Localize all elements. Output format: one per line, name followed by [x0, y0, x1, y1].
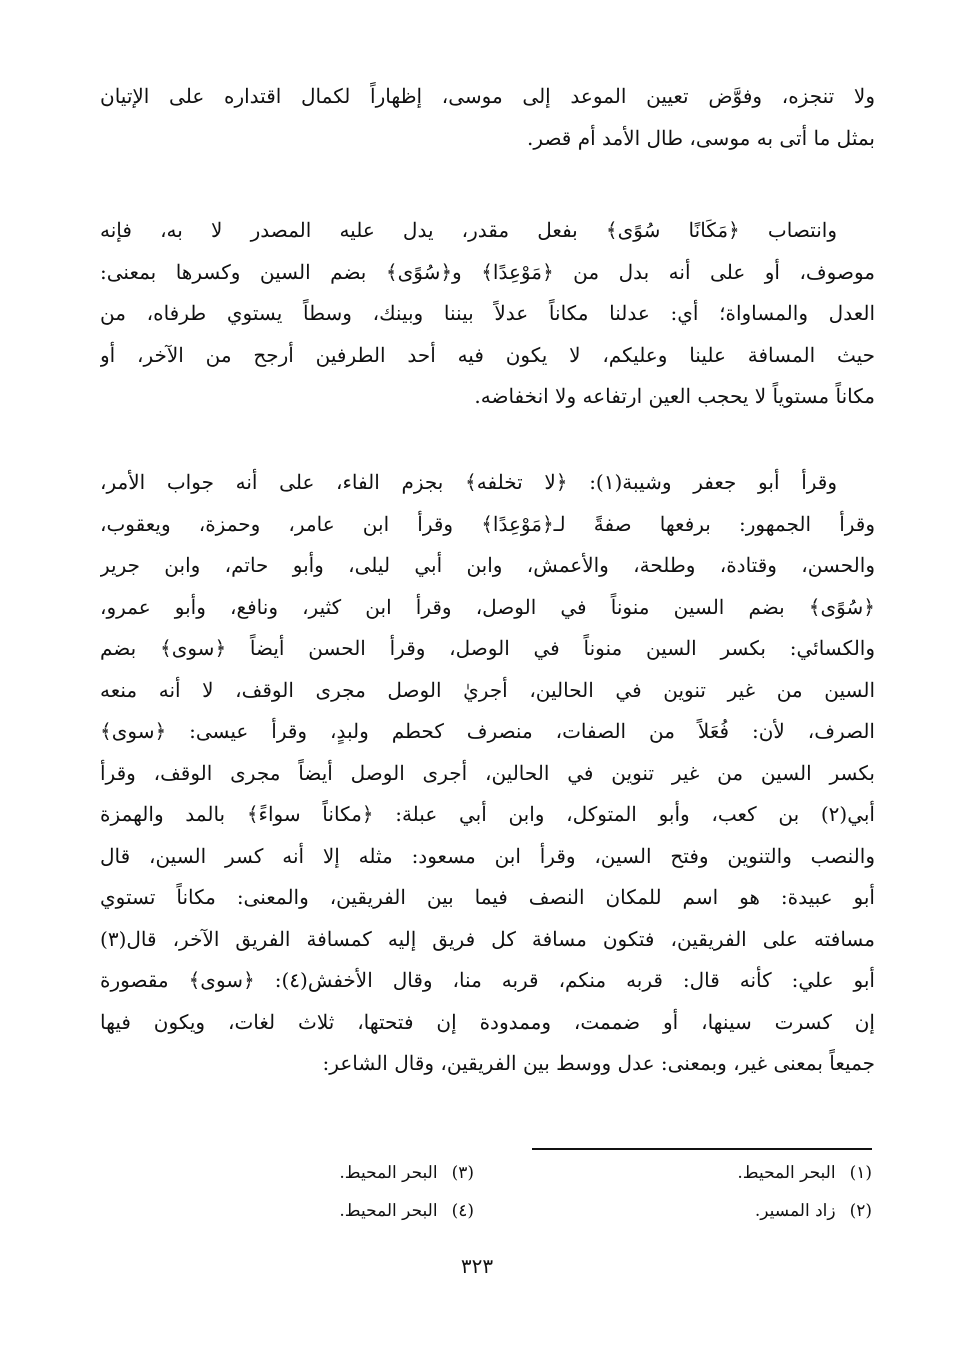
text-line: مكاناً مستوياً لا يحجب العين ارتفاعه ولا انخفاضه.: [474, 384, 875, 408]
text-line: السين من غير تنوين في الحالين، أجريٰ الوصل مجرى الوقف، لا أنه منعه: [100, 677, 875, 702]
footnote-3: [339, 1160, 474, 1186]
text-line: إن كسرت سينها، أو ضممت، وممدودة إن فتحتها، ثلاث لغات، ويكون فيها: [100, 1009, 875, 1034]
footnote-text: البحر المحيط.: [737, 1163, 836, 1183]
text-line: حيث المسافة علينا وعليكم، لا يكون فيه أحد الطرفين أرجح من الآخر، أو: [100, 342, 875, 367]
text-line: بمثل ما أتى به موسى، طال الأمد أم قصر.: [527, 125, 875, 150]
text-line: العدل والمساواة؛ أي: عدلنا مكاناً عدلاً بيننا وبينك، وسطاً يستوي طرفاه، من: [100, 301, 875, 325]
footnote-text: زاد المسير.: [754, 1201, 836, 1221]
footnote-number: (٤): [451, 1201, 474, 1221]
text-line: وقرأ الجمهور: برفعها صفةً لـ﴿مَوْعِدًا﴾ وقرأ ابن عامر، وحمزة، ويعقوب،: [100, 511, 875, 536]
footnote-text: البحر المحيط.: [339, 1163, 438, 1183]
footnote-number: (١): [849, 1163, 872, 1183]
paragraph-2: [100, 210, 875, 418]
text-line: وقرأ أبو جعفر وشيبة(١): ﴿لا تخلفه﴾ بجزم الفاء، على أنه جواب الأمر،: [100, 470, 837, 494]
text-line: ﴿سُوًى﴾ بضم السين منوناً في الوصل، وقرأ ابن كثير، ونافع، وأبو عمرو،: [100, 594, 875, 619]
page-number: ٣٢٣: [460, 1254, 494, 1278]
text-line: ولا تنجزه، وفوَّض تعيين الموعد إلى موسى، إظهاراً لكمال اقتداره على الإتيان: [100, 84, 875, 108]
footnote-1: [737, 1160, 872, 1186]
text-line: أبو علي: كأنه قال: قربه منكم، قربه منا، وقال الأخفش(٤): ﴿سوى﴾ مقصورة: [100, 968, 875, 992]
paragraph-3: [100, 462, 875, 1085]
text-line: جميعاً بمعنى غير، وبمعنى: عدل ووسط بين الفريقين، وقال الشاعر:: [322, 1051, 875, 1075]
footnote-separator: [532, 1148, 872, 1150]
text-line: موصوف، أو على أنه بدل من ﴿مَوْعِدًا﴾ و﴿سُوًى﴾ بضم السين وكسرها بمعنى:: [100, 259, 875, 284]
paragraph-1: [100, 76, 875, 159]
footnote-text: البحر المحيط.: [339, 1201, 438, 1221]
text-line: أبو عبيدة: هو اسم للمكان النصف فيما بين الفريقين، والمعنى: مكاناً تستوي: [100, 885, 875, 909]
text-line: الصرف، لأن: فُعَلاً من الصفات، منصرف كحطم ولبدٍ، وقرأ عيسى: ﴿سوى﴾: [100, 719, 875, 743]
text-line: بكسر السين من غير تنوين في الحالين، أجرى الوصل أيضاً مجرى الوقف، وقرأ: [100, 760, 875, 785]
footnote-number: (٢): [849, 1201, 872, 1221]
text-line: مسافته على الفريقين، فتكون مسافة كل فريق إليه كمسافة الفريق الآخر، قال(٣): [100, 926, 875, 951]
text-line: أبي(٢) بن كعب، وأبو المتوكل، وابن أبي عبلة: ﴿مكاناً سواءً﴾ بالمد والهمزة: [100, 802, 875, 826]
text-line: والحسن، وقتادة، وطلحة، والأعمش، وابن أبي ليلى، وأبو حاتم، وابن جرير: [100, 553, 875, 577]
footnote-2: [755, 1198, 872, 1224]
text-line: وانتصاب ﴿مَكَانًا سُوًى﴾ بفعل مقدر، يدل عليه المصدر لا به، فإنه: [100, 218, 838, 242]
footnote-4: [339, 1198, 474, 1224]
footnote-number: (٣): [451, 1163, 474, 1183]
text-line: والنصب والتنوين وفتح السين، وقرأ ابن مسعود: مثله إلا أنه كسر السين، قال: [100, 843, 875, 868]
text-line: والكسائي: بكسر السين منوناً في الوصل، وقرأ الحسن أيضاً ﴿سوى﴾ بضم: [100, 636, 875, 660]
